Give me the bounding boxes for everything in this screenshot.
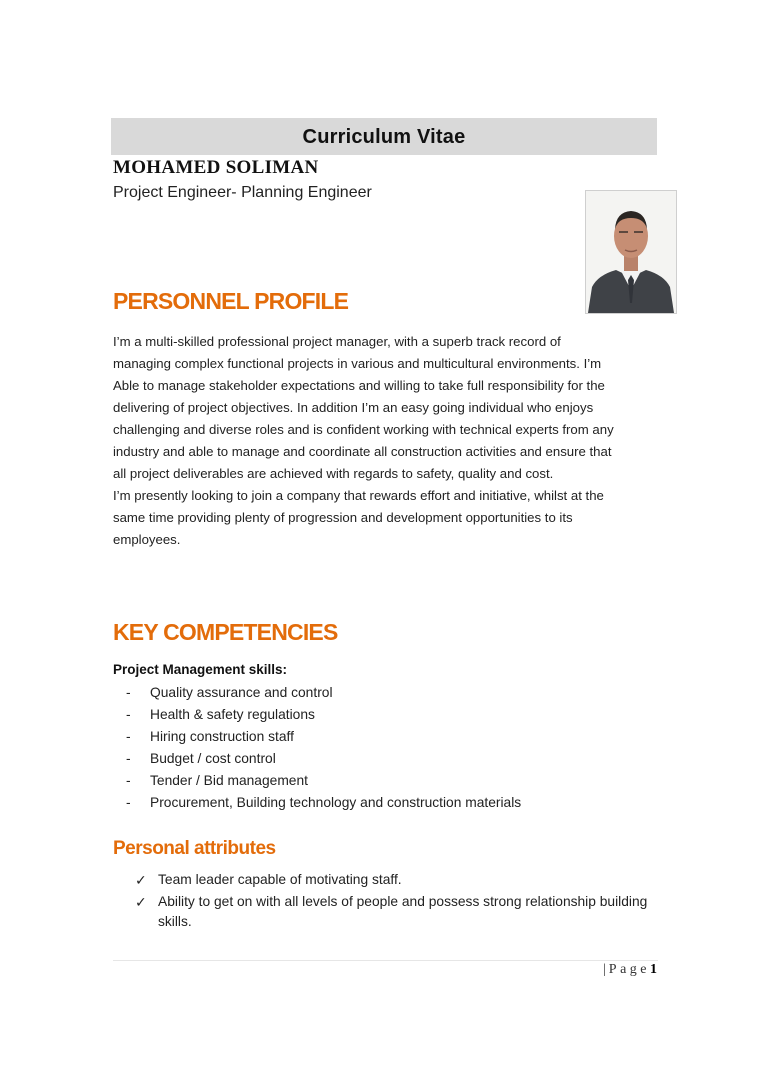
attribute-text: Ability to get on with all levels of people and possess strong relationship building skills. xyxy=(158,894,648,929)
list-item xyxy=(113,892,661,932)
profile-line: managing complex functional projects in various and multicultural environments. I’m xyxy=(113,356,602,371)
profile-line: Able to manage stakeholder expectations and willing to take full responsibility for the xyxy=(113,378,605,393)
profile-photo xyxy=(585,190,677,314)
skill-text: Budget / cost control xyxy=(150,751,276,766)
list-item xyxy=(113,870,661,890)
dash-bullet: - xyxy=(126,729,131,744)
attributes-heading: Personal attributes xyxy=(113,838,276,859)
document-title: Curriculum Vitae xyxy=(302,126,466,148)
page-number: 1 xyxy=(650,962,657,977)
profile-line: challenging and diverse roles and is confident working with technical experts from any xyxy=(113,422,614,437)
skill-text: Hiring construction staff xyxy=(150,729,294,744)
title-bar xyxy=(111,118,657,155)
skill-text: Quality assurance and control xyxy=(150,685,333,700)
skill-text: Tender / Bid management xyxy=(150,773,308,788)
candidate-name: MOHAMED SOLIMAN xyxy=(113,157,319,178)
profile-line: I’m a multi-skilled professional project manager, with a superb track record of xyxy=(113,334,561,349)
page-footer xyxy=(603,962,657,978)
portrait-image xyxy=(586,191,676,313)
profile-line: employees. xyxy=(113,532,181,547)
page-label: Page xyxy=(608,962,650,977)
skill-text: Procurement, Building technology and construction materials xyxy=(150,795,522,810)
checkmark-icon: ✓ xyxy=(135,872,147,888)
profile-text xyxy=(113,331,653,551)
skill-text: Health & safety regulations xyxy=(150,707,315,722)
profile-line: delivering of project objectives. In addition I’m an easy going individual who enjoys xyxy=(113,400,594,415)
competencies-heading: KEY COMPETENCIES xyxy=(113,619,338,645)
dash-bullet: - xyxy=(126,685,131,700)
attributes-list xyxy=(113,870,661,934)
profile-line: industry and able to manage and coordinate all construction activities and ensure that xyxy=(113,444,612,459)
dash-bullet: - xyxy=(126,773,131,788)
attribute-text: Team leader capable of motivating staff. xyxy=(158,872,402,887)
profile-line: all project deliverables are achieved with regards to safety, quality and cost. xyxy=(113,466,554,481)
skills-label: Project Management skills: xyxy=(113,662,288,677)
profile-line: I’m presently looking to join a company that rewards effort and initiative, whilst at the xyxy=(113,488,604,503)
dash-bullet: - xyxy=(126,795,131,810)
dash-bullet: - xyxy=(126,751,131,766)
profile-heading: PERSONNEL PROFILE xyxy=(113,288,349,314)
checkmark-icon: ✓ xyxy=(135,894,147,910)
dash-bullet: - xyxy=(126,707,131,722)
job-title: Project Engineer- Planning Engineer xyxy=(113,184,372,201)
footer-divider xyxy=(113,960,658,961)
footer-separator: | xyxy=(602,962,606,977)
profile-line: same time providing plenty of progression and development opportunities to its xyxy=(113,510,573,525)
